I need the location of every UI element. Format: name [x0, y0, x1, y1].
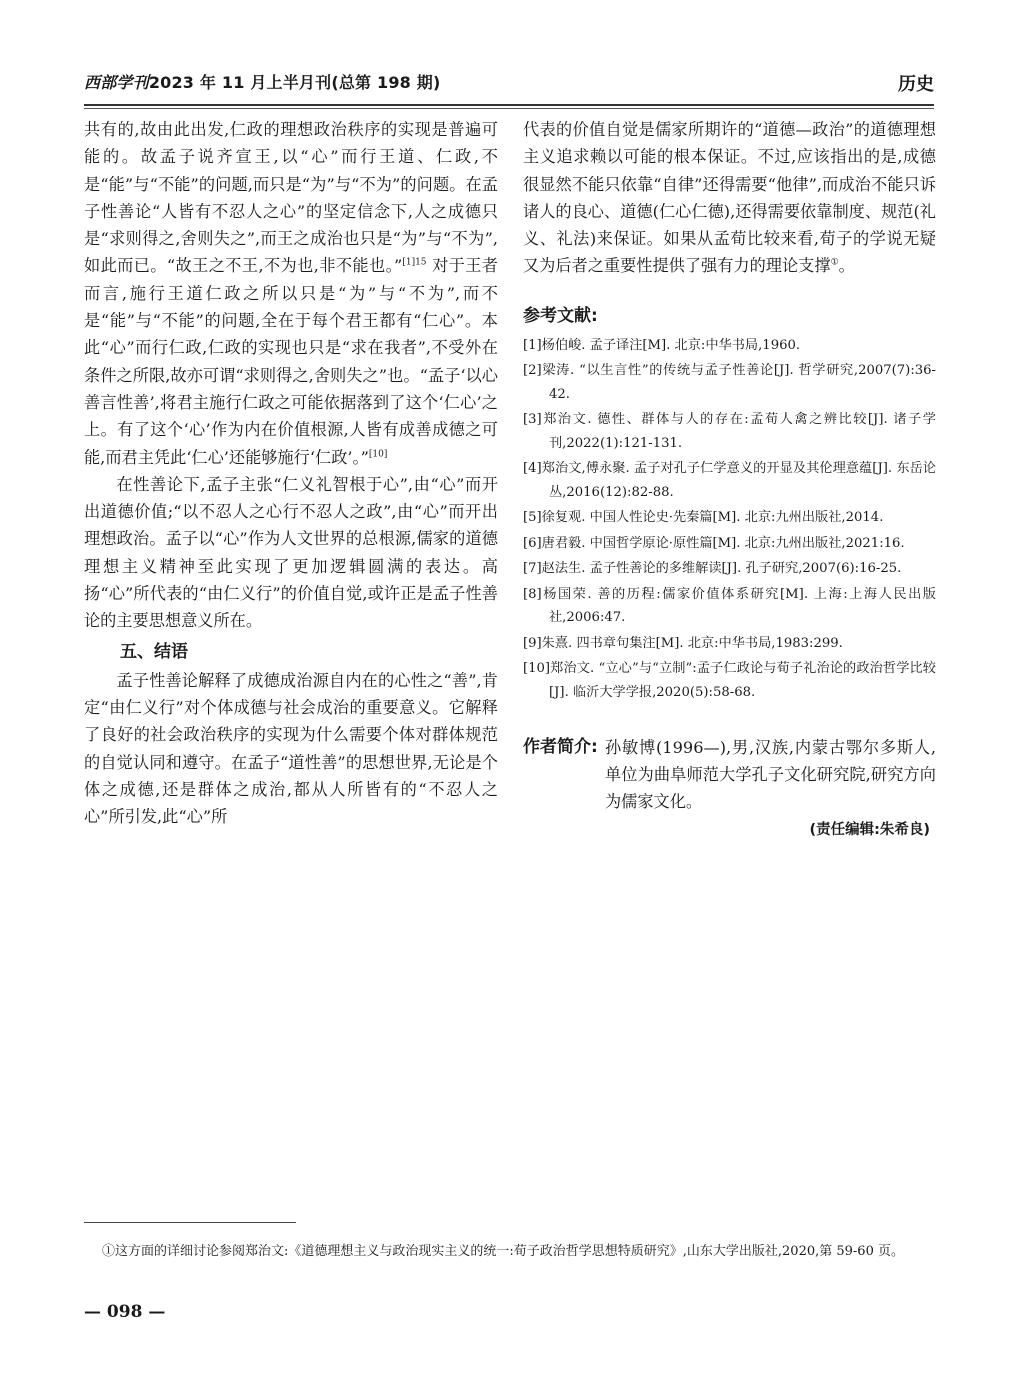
- reference-item: [3]郑治文. 德性、群体与人的存在:孟荀人禽之辨比较[J]. 诸子学刊,2022(1):121-131.: [523, 412, 936, 451]
- paragraph: 孟子性善论解释了成德成治源自内在的心性之“善”,肯定“由仁义行”对个体成德与社会成治的重要意义。它解释了良好的社会政治秩序的实现为什么需要个体对群体规范的自觉认同和遵守。在孟子“道性善”的思想世界,无论是个体之成德,还是群体之成治,都从人所皆有的“不忍人之心”所引发,此“心”所: [84, 670, 498, 827]
- reference-list: [523, 334, 936, 705]
- author-text: 孙敏博(1996—),男,汉族,内蒙古鄂尔多斯人,单位为曲阜师范大学孔子文化研究院,研究方向为儒家文化。: [605, 738, 936, 812]
- author-label: 作者简介:: [523, 737, 598, 758]
- text: 。: [838, 256, 855, 276]
- right-column: [523, 116, 936, 845]
- paragraph: 在性善论下,孟子主张“仁义礼智根于心”,由“心”而开出道德价值;“以不忍人之心行不忍人之政”,由“心”而开出理想政治。孟子以“心”作为人文世界的总根源,儒家的道德理想主义精神至此实现了更加逻辑圆满的表达。高扬“心”所代表的“由仁义行”的价值自觉,或许正是孟子性善论的主要思想意义所在。: [84, 474, 498, 631]
- page-number: — 098 —: [84, 1302, 166, 1322]
- left-column: [84, 116, 498, 830]
- responsible-editor: (责任编辑:朱希良): [809, 822, 930, 839]
- reference-item: [5]徐复观. 中国人性论史·先秦篇[M]. 北京:九州出版社,2014.: [523, 510, 884, 526]
- section-label: 历史: [898, 74, 934, 95]
- reference-item: [10]郑治文. “立心”与“立制”:孟子仁政论与荀子礼治论的政治哲学比较[J]. 临沂大学学报,2020(5):58-68.: [523, 661, 936, 700]
- citation: [1]15: [402, 258, 427, 269]
- reference-item: [8]杨国荣. 善的历程:儒家价值体系研究[M]. 上海:上海人民出版社,2006:47.: [523, 586, 936, 626]
- text: 对于王者而言,施行王道仁政之所以只是“为”与“不为”,而不是“能”与“不能”的问题,全在于每个君王都有“仁心”。本此“心”而行仁政,仁政的实现也只是“求在我者”,不受外在条件之所限,故亦可谓“求则得之,舍则失之”也。“孟子‘以心善言性善’,将君主施行仁政之可能依据落到了这个‘仁心’之上。有了这个‘心’作为内在价值根源,人皆有成善成德之可能,而君主凭此‘仁心’还能够施行‘仁政’。”: [84, 256, 498, 467]
- paragraph: [523, 116, 936, 280]
- citation: [10]: [368, 449, 388, 460]
- journal-issue: [84, 70, 441, 93]
- reference-item: [4]郑治文,傅永聚. 孟子对孔子仁学意义的开显及其伦理意蕴[J]. 东岳论丛,2016(12):82-88.: [523, 461, 936, 500]
- reference-item: [2]梁涛. “以生言性”的传统与孟子性善论[J]. 哲学研究,2007(7):36-42.: [523, 363, 936, 402]
- footnote-rule: [84, 1222, 296, 1223]
- header-rule: [84, 104, 934, 106]
- journal-logo: 西部学刊: [84, 73, 149, 92]
- section-heading: 五、结语: [120, 641, 188, 662]
- footnote-marker[interactable]: ①: [830, 258, 839, 269]
- running-header: [84, 68, 934, 102]
- reference-item: [6]唐君毅. 中国哲学原论·原性篇[M]. 北京:九州出版社,2021:16.: [523, 535, 905, 551]
- author-bio: [523, 734, 936, 815]
- text: 共有的,故由此出发,仁政的理想政治秩序的实现是普遍可能的。故孟子说齐宣王,以“心”而行王道、仁政,不是“能”与“不能”的问题,而只是“为”与“不为”的问题。在孟子性善论“人皆有不忍人之心”的坚定信念下,人之成德只是“求则得之,舍则失之”,而王之成治也只是“为”与“不为”,如此而已。“故王之不王,不为也,非不能也。”: [84, 120, 498, 276]
- reference-item: [1]杨伯峻. 孟子译注[M]. 北京:中华书局,1960.: [523, 337, 801, 353]
- reference-item: [7]赵法生. 孟子性善论的多维解读[J]. 孔子研究,2007(6):16-25.: [523, 561, 902, 577]
- header-rule-thin: [84, 108, 934, 109]
- issue-text: 2023 年 11 月上半月刊(总第 198 期): [148, 73, 441, 92]
- text: 代表的价值自觉是儒家所期许的“道德—政治”的道德理想主义追求赖以可能的根本保证。不过,应该指出的是,成德很显然不能只依靠“自律”还得需要“他律”,而成治不能只诉诸人的良心、道德(仁心仁德),还得需要依靠制度、规范(礼义、礼法)来保证。如果从孟荀比较来看,荀子的学说无疑又为后者之重要性提供了强有力的理论支撑: [523, 120, 936, 276]
- references-title: 参考文献:: [523, 305, 598, 326]
- reference-item: [9]朱熹. 四书章句集注[M]. 北京:中华书局,1983:299.: [523, 635, 843, 651]
- paragraph: [84, 116, 498, 471]
- footnote: ①这方面的详细讨论参阅郑治文:《道德理想主义与政治现实主义的统一:荀子政治哲学思想特质研究》,山东大学出版社,2020,第 59-60 页。: [102, 1244, 904, 1259]
